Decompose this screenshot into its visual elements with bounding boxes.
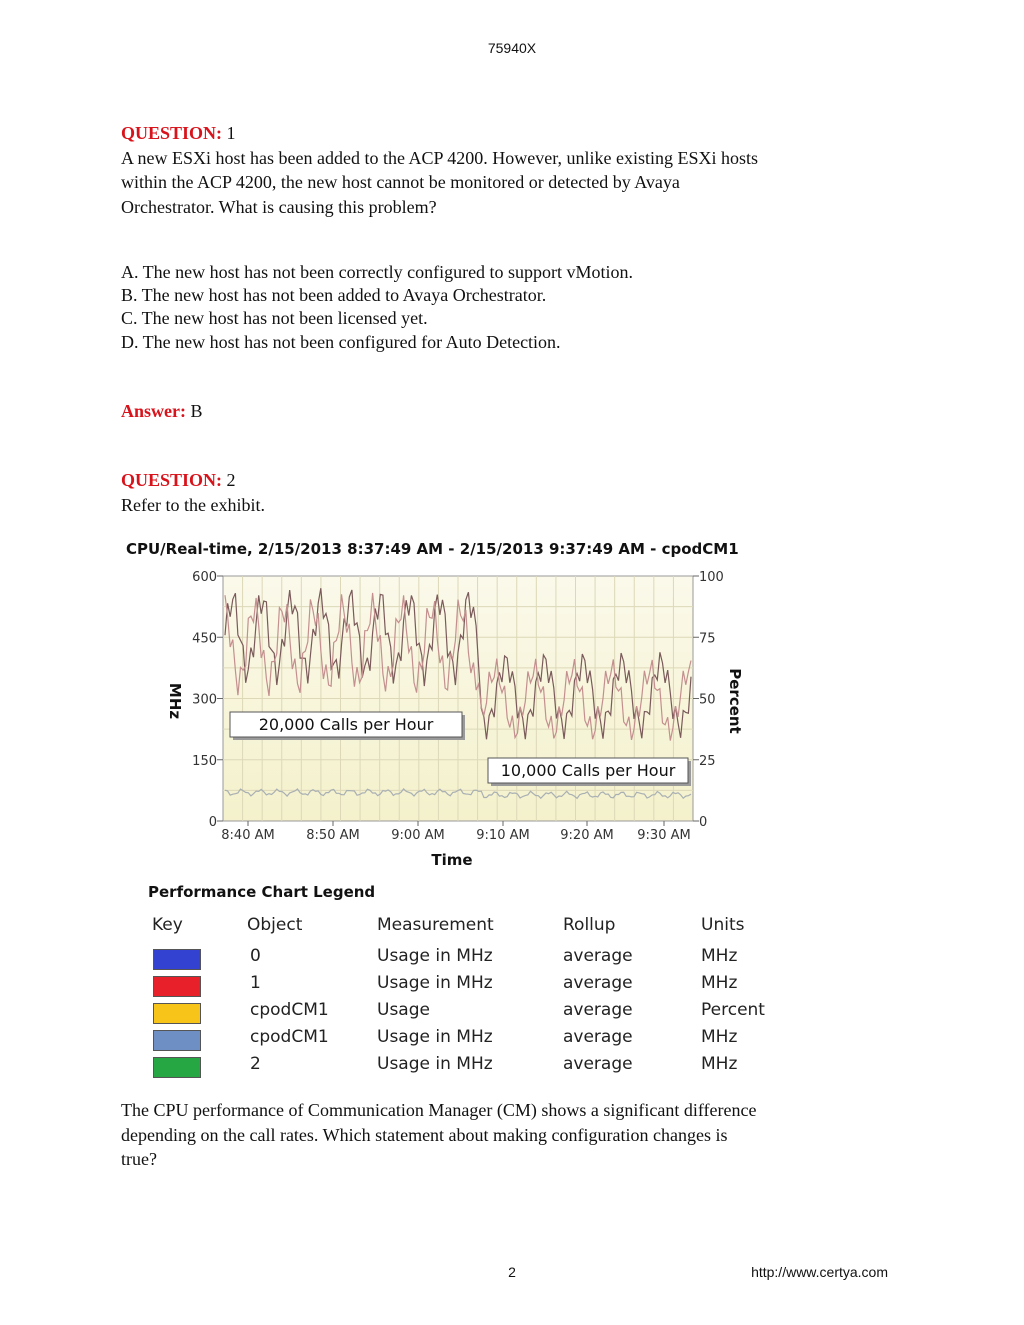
question-2-heading: [121, 468, 881, 493]
x-tick-label: 9:10 AM: [476, 828, 530, 843]
legend-units: MHz: [701, 1054, 738, 1074]
legend-rollup: average: [563, 946, 633, 966]
legend-rollup: average: [563, 1027, 633, 1047]
legend-header-key: Key: [152, 915, 183, 935]
question-label: QUESTION:: [121, 123, 223, 143]
question-1: [121, 121, 881, 219]
legend-units: MHz: [701, 1027, 738, 1047]
y2-tick-label: 75: [699, 631, 716, 647]
question-2-text: [121, 1098, 881, 1172]
legend-swatch: [153, 949, 201, 970]
answer-value: B: [190, 401, 203, 421]
x-tick-label: 9:00 AM: [391, 828, 445, 843]
legend-measurement: Usage in MHz: [377, 1027, 493, 1047]
legend-measurement: Usage: [377, 1000, 430, 1020]
y2-tick-label: 25: [699, 753, 716, 769]
y-axis-label: MHz: [166, 682, 184, 720]
y-tick-label: 300: [192, 692, 217, 708]
legend-object: 2: [250, 1054, 261, 1074]
legend-title: Performance Chart Legend: [148, 883, 376, 901]
annotation-label: 10,000 Calls per Hour: [500, 761, 676, 780]
question-2-intro: Refer to the exhibit.: [121, 494, 265, 515]
legend-swatch: [153, 1030, 201, 1051]
question-1-text-line: A new ESXi host has been added to the ACP 4200. However, unlike existing ESXi hosts: [121, 147, 759, 168]
option-d: D. The new host has not been configured for Auto Detection.: [121, 331, 561, 352]
legend-header-units: Units: [701, 915, 745, 935]
question-2-text-line: The CPU performance of Communication Manager (CM) shows a significant difference: [121, 1100, 757, 1120]
y2-tick-label: 50: [699, 692, 716, 708]
legend-swatch: [153, 976, 201, 997]
document-code: 75940X: [487, 40, 537, 56]
y2-axis-label: Percent: [726, 668, 744, 734]
legend-rollup: average: [563, 1054, 633, 1074]
legend-units: Percent: [701, 1000, 765, 1020]
page-number: 2: [508, 1264, 516, 1280]
legend-header-rollup: Rollup: [563, 915, 616, 935]
question-1-heading: [121, 121, 881, 146]
exhibit-image: [120, 535, 808, 1080]
y-tick-label: 150: [192, 753, 217, 769]
legend-header-measurement: Measurement: [377, 915, 494, 935]
legend-swatch: [153, 1057, 201, 1078]
option-c: C. The new host has not been licensed yet.: [121, 308, 428, 329]
y2-tick-label: 100: [699, 570, 724, 585]
answer-label: Answer:: [121, 401, 186, 421]
cpu-chart: [120, 535, 808, 880]
legend-units: MHz: [701, 973, 738, 993]
footer-url: http://www.certya.com: [751, 1264, 888, 1280]
y-tick-label: 450: [192, 631, 217, 647]
question-1-text-line: within the ACP 4200, the new host cannot be monitored or detected by Avaya: [121, 172, 680, 192]
question-label: QUESTION:: [121, 470, 223, 490]
y2-tick-label: 0: [699, 815, 708, 830]
legend-object: 0: [250, 946, 261, 966]
legend-units: MHz: [701, 946, 738, 966]
answer-line: [121, 399, 881, 424]
legend-measurement: Usage in MHz: [377, 946, 493, 966]
x-tick-label: 8:50 AM: [306, 828, 360, 843]
x-axis-label: Time: [431, 851, 473, 869]
legend-swatch: [153, 1003, 201, 1024]
question-2: [121, 468, 881, 517]
option-a: A. The new host has not been correctly configured to support vMotion.: [121, 262, 634, 282]
question-1-options: [121, 261, 881, 354]
y-tick-label: 600: [192, 570, 217, 585]
question-2-text-line: depending on the call rates. Which statement about making configuration changes is: [121, 1124, 728, 1145]
legend-object: cpodCM1: [250, 1000, 329, 1020]
question-1-text-line: Orchestrator. What is causing this problem?: [121, 196, 437, 217]
legend-rollup: average: [563, 973, 633, 993]
y-tick-label: 0: [208, 815, 217, 830]
legend-rollup: average: [563, 1000, 633, 1020]
option-b: B. The new host has not been added to Avaya Orchestrator.: [121, 285, 547, 306]
chart-title: CPU/Real-time, 2/15/2013 8:37:49 AM - 2/15/2013 9:37:49 AM - cpodCM1: [126, 540, 739, 558]
legend-object: 1: [250, 973, 261, 993]
legend-measurement: Usage in MHz: [377, 973, 493, 993]
legend-header-object: Object: [247, 915, 303, 935]
question-number: 2: [226, 470, 236, 490]
x-tick-label: 9:20 AM: [560, 828, 614, 843]
x-tick-label: 9:30 AM: [637, 828, 691, 843]
legend-measurement: Usage in MHz: [377, 1054, 493, 1074]
x-tick-label: 8:40 AM: [221, 828, 275, 843]
annotation-label: 20,000 Calls per Hour: [258, 715, 434, 734]
legend-object: cpodCM1: [250, 1027, 329, 1047]
question-number: 1: [226, 123, 236, 143]
question-2-text-line: true?: [121, 1149, 157, 1169]
